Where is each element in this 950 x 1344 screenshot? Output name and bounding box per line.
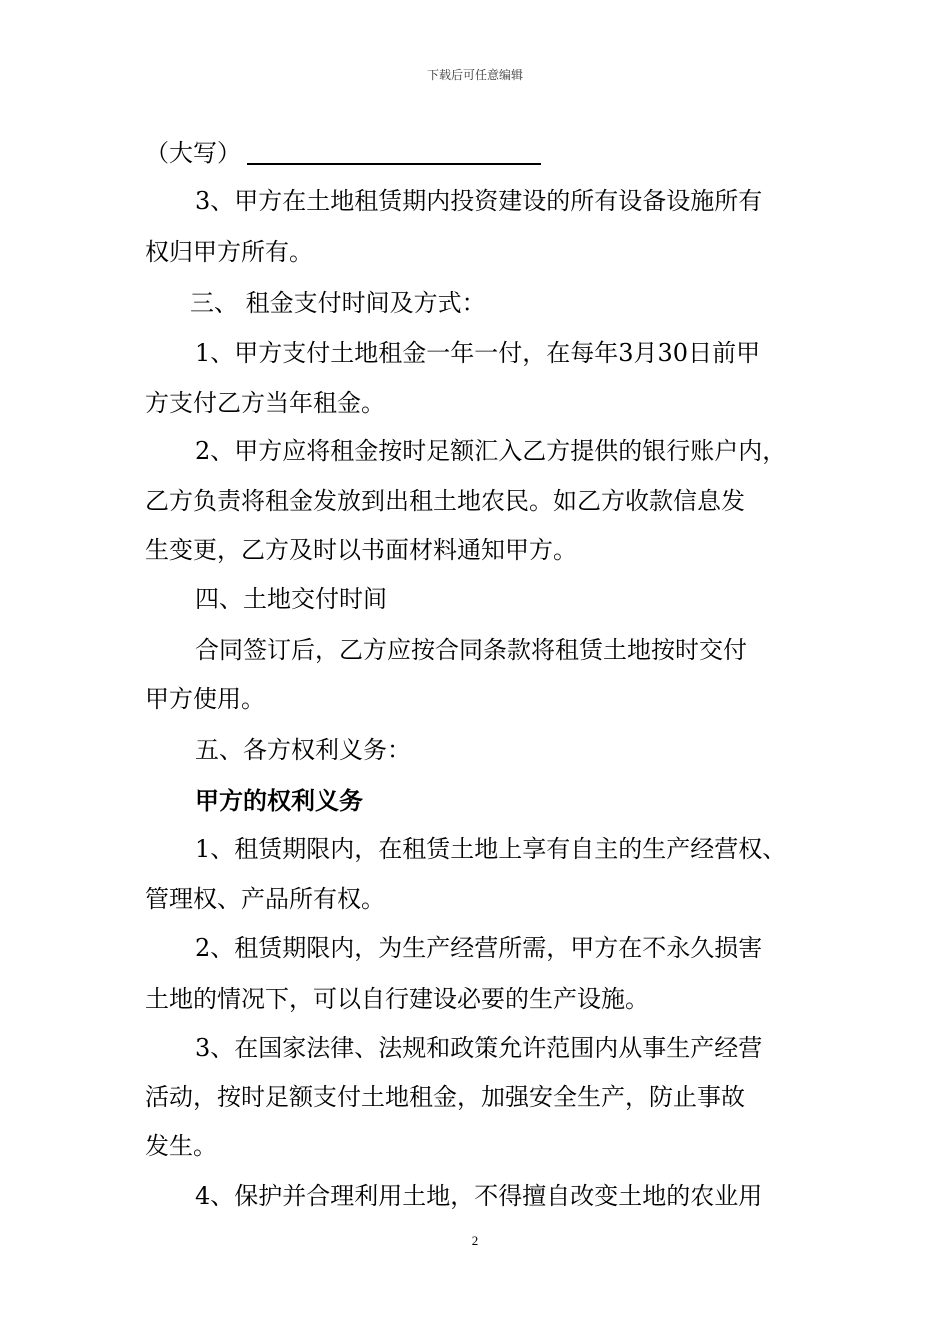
paragraph-line: 1、甲方支付土地租金一年一付，在每年3月30日前甲 (195, 339, 761, 367)
paragraph-line: 2、甲方应将租金按时足额汇入乙方提供的银行账户内， (195, 437, 787, 465)
page-number: 2 (471, 1233, 479, 1248)
paragraph-line: 发生。 (145, 1132, 217, 1160)
section-heading-5: 五、各方权利义务： (195, 736, 411, 764)
paragraph-line: 方支付乙方当年租金。 (145, 389, 385, 417)
subsection-heading: 甲方的权利义务 (195, 786, 363, 815)
paragraph-line: 权归甲方所有。 (145, 238, 313, 266)
paragraph-line: 4、保护并合理利用土地，不得擅自改变土地的农业用 (195, 1182, 763, 1210)
paragraph-line: 管理权、产品所有权。 (145, 885, 385, 913)
paragraph-line: 活动，按时足额支付土地租金，加强安全生产，防止事故 (145, 1083, 745, 1111)
paragraph-line: 3、甲方在土地租赁期内投资建设的所有设备设施所有 (195, 187, 763, 215)
amount-in-words-line (145, 138, 541, 168)
paragraph-line: 3、在国家法律、法规和政策允许范围内从事生产经营 (195, 1034, 763, 1062)
amount-in-words-label: （大写） (145, 139, 241, 167)
amount-blank-underline (247, 139, 541, 165)
section-heading-4: 四、土地交付时间 (195, 585, 387, 613)
paragraph-line: 合同签订后，乙方应按合同条款将租赁土地按时交付 (195, 636, 747, 664)
paragraph-line: 甲方使用。 (145, 685, 265, 713)
paragraph-line: 乙方负责将租金发放到出租土地农民。如乙方收款信息发 (145, 487, 745, 515)
paragraph-line: 生变更，乙方及时以书面材料通知甲方。 (145, 536, 577, 564)
header-note: 下载后可任意编辑 (426, 68, 523, 82)
paragraph-line: 2、租赁期限内，为生产经营所需，甲方在不永久损害 (195, 934, 763, 962)
paragraph-line: 1、租赁期限内，在租赁土地上享有自主的生产经营权、 (195, 835, 787, 863)
section-heading-3: 三、 租金支付时间及方式： (190, 289, 486, 317)
paragraph-line: 土地的情况下，可以自行建设必要的生产设施。 (145, 985, 649, 1013)
